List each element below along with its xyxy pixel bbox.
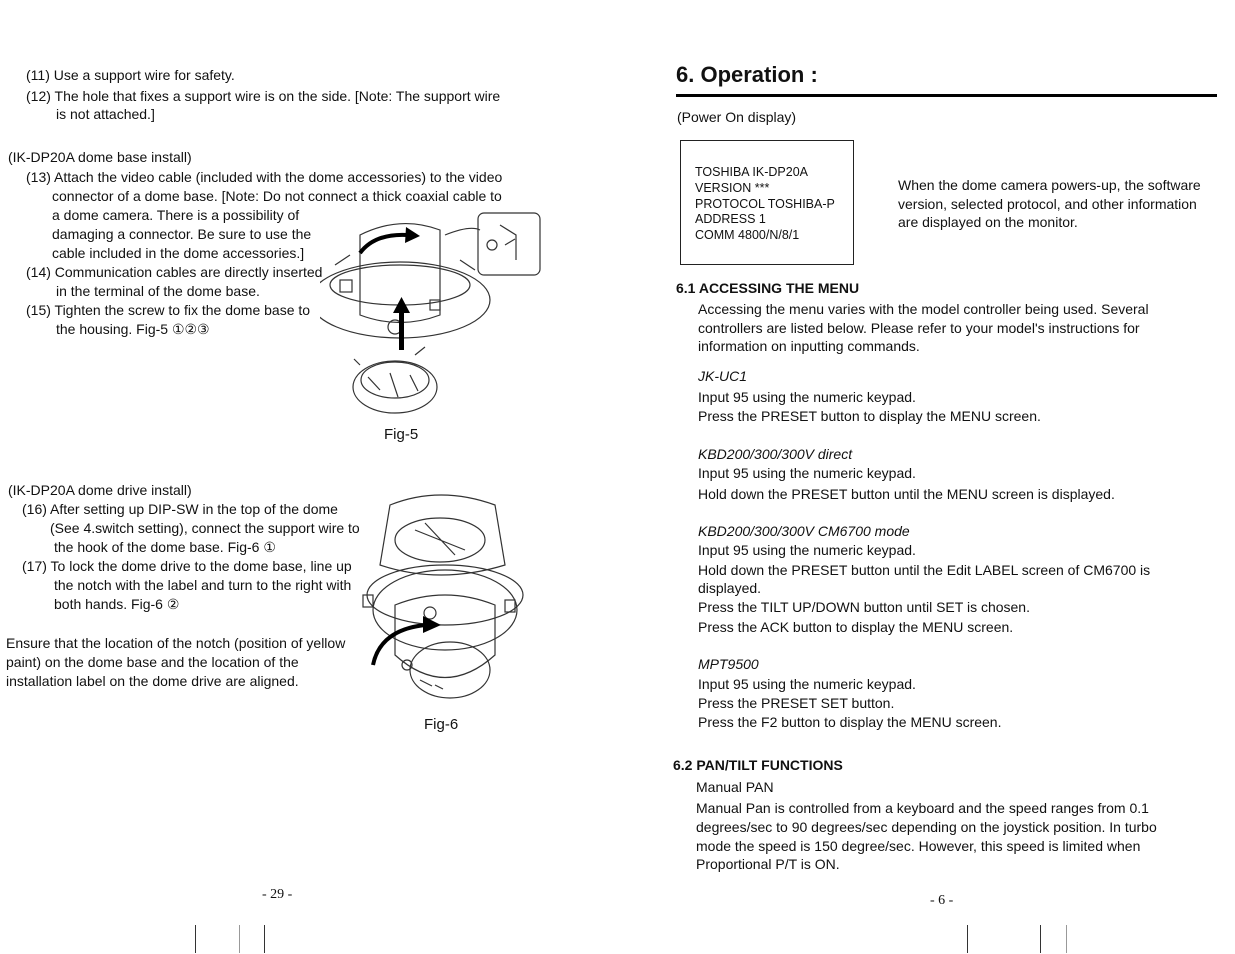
binding-mark (264, 925, 265, 953)
display-line: COMM 4800/N/8/1 (695, 228, 800, 242)
power-desc-line: are displayed on the monitor. (898, 214, 1078, 230)
item-15-cont: the housing. Fig-5 ①②③ (56, 321, 210, 337)
controller-name-kbd-cm6700: KBD200/300/300V CM6700 mode (698, 523, 910, 539)
binding-mark (239, 925, 240, 953)
s62-line: Manual Pan is controlled from a keyboard and the speed ranges from 0.1 (696, 800, 1149, 816)
power-on-display-box (680, 140, 854, 265)
right-page-number: - 6 - (930, 893, 954, 908)
ensure-line-3: installation label on the dome drive are aligned. (6, 673, 299, 689)
power-desc-line: When the dome camera powers-up, the software (898, 177, 1201, 193)
s61-line: controllers are listed below. Please refer to your model's instructions for (698, 320, 1140, 336)
ctrl4-line: Press the F2 button to display the MENU screen. (698, 714, 1002, 730)
item-11: (11) Use a support wire for safety. (26, 67, 235, 83)
fig5-illustration (320, 205, 550, 420)
item-12: (12) The hole that fixes a support wire is on the side. [Note: The support wire (26, 88, 501, 104)
controller-name-mpt9500: MPT9500 (698, 656, 759, 672)
base-install-heading: (IK-DP20A dome base install) (8, 149, 192, 165)
item-17-cont2: both hands. Fig-6 ② (54, 596, 180, 612)
s62-line: Manual PAN (696, 779, 774, 795)
s62-line: mode the speed is 150 degree/sec. However, this speed is limited when (696, 838, 1141, 854)
ctrl2-line: Input 95 using the numeric keypad. (698, 465, 916, 481)
fig6-illustration (355, 485, 530, 710)
ctrl3-line: Input 95 using the numeric keypad. (698, 542, 916, 558)
drive-install-heading: (IK-DP20A dome drive install) (8, 482, 192, 498)
item-17: (17) To lock the dome drive to the dome base, line up (22, 558, 352, 574)
fig6-caption: Fig-6 (424, 716, 459, 733)
display-line: PROTOCOL TOSHIBA-P (695, 197, 835, 211)
binding-mark (195, 925, 196, 953)
item-13-cont4: cable included in the dome accessories.] (52, 245, 305, 261)
item-14: (14) Communication cables are directly inserted (26, 264, 323, 280)
ctrl3-line: Press the ACK button to display the MENU screen. (698, 619, 1014, 635)
ctrl1-line: Input 95 using the numeric keypad. (698, 389, 916, 405)
item-13: (13) Attach the video cable (included with the dome accessories) to the video (26, 169, 503, 185)
item-12-cont: is not attached.] (56, 106, 155, 122)
display-line: TOSHIBA IK-DP20A (695, 165, 809, 179)
fig5-caption: Fig-5 (384, 426, 419, 443)
ensure-line-1: Ensure that the location of the notch (position of yellow (6, 635, 346, 651)
section-title: 6. Operation : (676, 62, 818, 87)
binding-mark (1066, 925, 1067, 953)
item-16: (16) After setting up DIP-SW in the top of the dome (22, 501, 338, 517)
s61-line: Accessing the menu varies with the model controller being used. Several (698, 301, 1149, 317)
item-16-cont2: the hook of the dome base. Fig-6 ① (54, 539, 276, 555)
item-17-cont1: the notch with the label and turn to the right with (54, 577, 352, 593)
item-15: (15) Tighten the screw to fix the dome base to (26, 302, 311, 318)
item-13-cont3: damaging a connector. Be sure to use the (52, 226, 312, 242)
item-13-cont1: connector of a dome base. [Note: Do not connect a thick coaxial cable to (52, 188, 502, 204)
ctrl3-line: Press the TILT UP/DOWN button until SET is chosen. (698, 599, 1030, 615)
controller-name-kbd-direct: KBD200/300/300V direct (698, 446, 853, 462)
item-16-cont1: (See 4.switch setting), connect the support wire to (50, 520, 360, 536)
display-line: VERSION *** (695, 181, 770, 195)
title-rule (676, 94, 1217, 97)
s62-line: degrees/sec to 90 degrees/sec depending on the joystick position. In turbo (696, 819, 1157, 835)
power-desc-line: version, selected protocol, and other information (898, 196, 1197, 212)
ctrl4-line: Input 95 using the numeric keypad. (698, 676, 916, 692)
s62-heading: 6.2 PAN/TILT FUNCTIONS (673, 757, 843, 773)
power-on-label: (Power On display) (677, 109, 797, 125)
ctrl4-line: Press the PRESET SET button. (698, 695, 895, 711)
item-13-cont2: a dome camera. There is a possibility of (52, 207, 300, 223)
ensure-line-2: paint) on the dome base and the location of the (6, 654, 299, 670)
s62-line: Proportional P/T is ON. (696, 856, 840, 872)
ctrl3-line: Hold down the PRESET button until the Edit LABEL screen of CM6700 is (698, 562, 1151, 578)
display-line: ADDRESS 1 (695, 212, 766, 226)
s61-heading: 6.1 ACCESSING THE MENU (676, 280, 860, 296)
controller-name-jkuc1: JK-UC1 (698, 368, 748, 384)
s61-line: information on inputting commands. (698, 338, 920, 354)
left-page-number: - 29 - (262, 887, 293, 902)
binding-mark (1040, 925, 1041, 953)
binding-mark (967, 925, 968, 953)
ctrl3-line: displayed. (698, 580, 762, 596)
ctrl1-line: Press the PRESET button to display the MENU screen. (698, 408, 1041, 424)
ctrl2-line: Hold down the PRESET button until the MENU screen is displayed. (698, 486, 1115, 502)
item-14-cont: in the terminal of the dome base. (56, 283, 260, 299)
